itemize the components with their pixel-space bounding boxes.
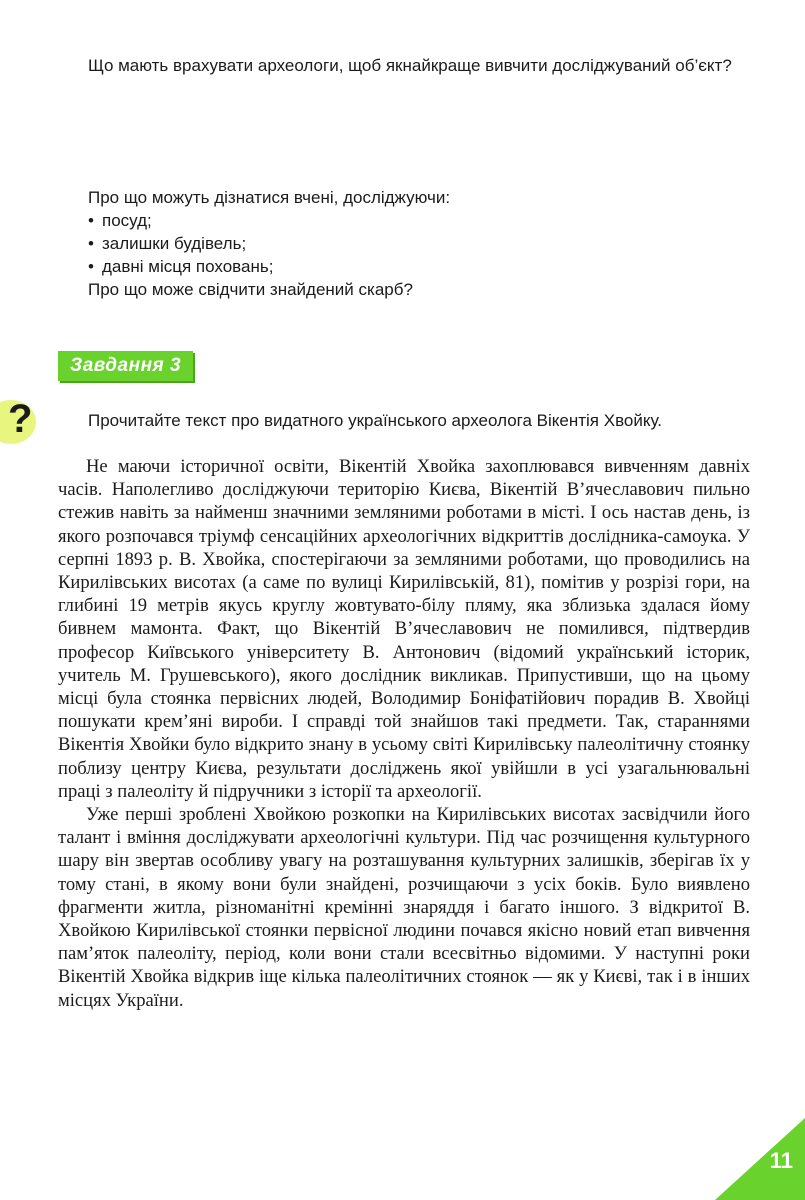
task-badge: Завдання 3: [58, 351, 193, 381]
task-instruction: Прочитайте текст про видатного українського археолога Вікентія Хвойку.: [88, 411, 663, 430]
question-1-text: Що мають врахувати археологи, щоб якнайкраще вивчити досліджуваний об’єкт?: [88, 56, 732, 75]
article-text: [58, 455, 750, 1012]
question-1: [88, 54, 768, 77]
list-item: • давні місця поховань;: [88, 255, 768, 278]
page-number-corner: [715, 1118, 805, 1200]
question-2: [88, 186, 768, 301]
article-paragraph: Не маючи історичної освіти, Вікентій Хвойка захоплювався вивченням давніх часів. Наполегливо досліджуючи територію Києва, Вікентій В’ячеславович пильно стежив навіть за найменш значними земляними роботами в місті. І ось настав день, із якого розпочався тріумф сенсаційних археологічних відкриттів дослідника-самоука. У серпні 1893 р. В. Хвойка, спостерігаючи за земляними роботами, що проводились на Кирилівських висотах (а саме по вулиці Кирилівській, 81), помітив у розрізі гори, на глибині 19 метрів якусь круглу жовтувато-білу пляму, яка зблизька здалася йому бивнем мамонта. Факт, що Вікентій В’ячеславович не помилився, підтвердив професор Київського університету В. Антонович (відомий український історик, учитель М. Грушевського), якого дослідник викликав. Припустивши, що на цьому місці була стоянка первісних людей, Володимир Боніфатійович порадив В. Хвойці пошукати крем’яні вироби. І справді той знайшов такі предмети. Так, стараннями Вікентія Хвойки було відкрито знану в усьому світі Кирилівську палеолітичну стоянку поблизу центру Києва, результати досліджень якої увійшли в усі узагальнювальні праці з палеоліту й підручники з історії та археології.: [58, 456, 750, 802]
article-paragraph: Уже перші зроблені Хвойкою розкопки на Кирилівських висотах засвідчили його талант і вміння досліджувати археологічні культури. Під час розчищення культурного шару він звертав особливу увагу на розташування культурних залишків, зберігав їх у тому стані, в якому вони були знайдені, розчищаючи з усіх боків. Було виявлено фрагменти житла, різноманітні кремінні знаряддя і багато іншого. З відкритої В. Хвойкою Кирилівської стоянки первісної людини почався якісно новий етап вивчення пам’яток палеоліту, період, коли вони стали всесвітньо відомими. У наступні роки Вікентій Хвойка відкрив іще кілька палеолітичних стоянок — як у Києві, так і в інших місцях України.: [58, 804, 750, 1011]
list-item: • посуд;: [88, 209, 768, 232]
question-2-intro: Про що можуть дізнатися вчені, досліджуючи:: [88, 188, 451, 207]
question-mark-icon: [0, 398, 46, 444]
page-number: 11: [769, 1148, 793, 1173]
question-2-list: [88, 209, 768, 278]
question-2-followup: Про що може свідчити знайдений скарб?: [88, 280, 413, 299]
question-mark-glyph: ?: [8, 397, 33, 441]
list-item: • залишки будівель;: [88, 232, 768, 255]
